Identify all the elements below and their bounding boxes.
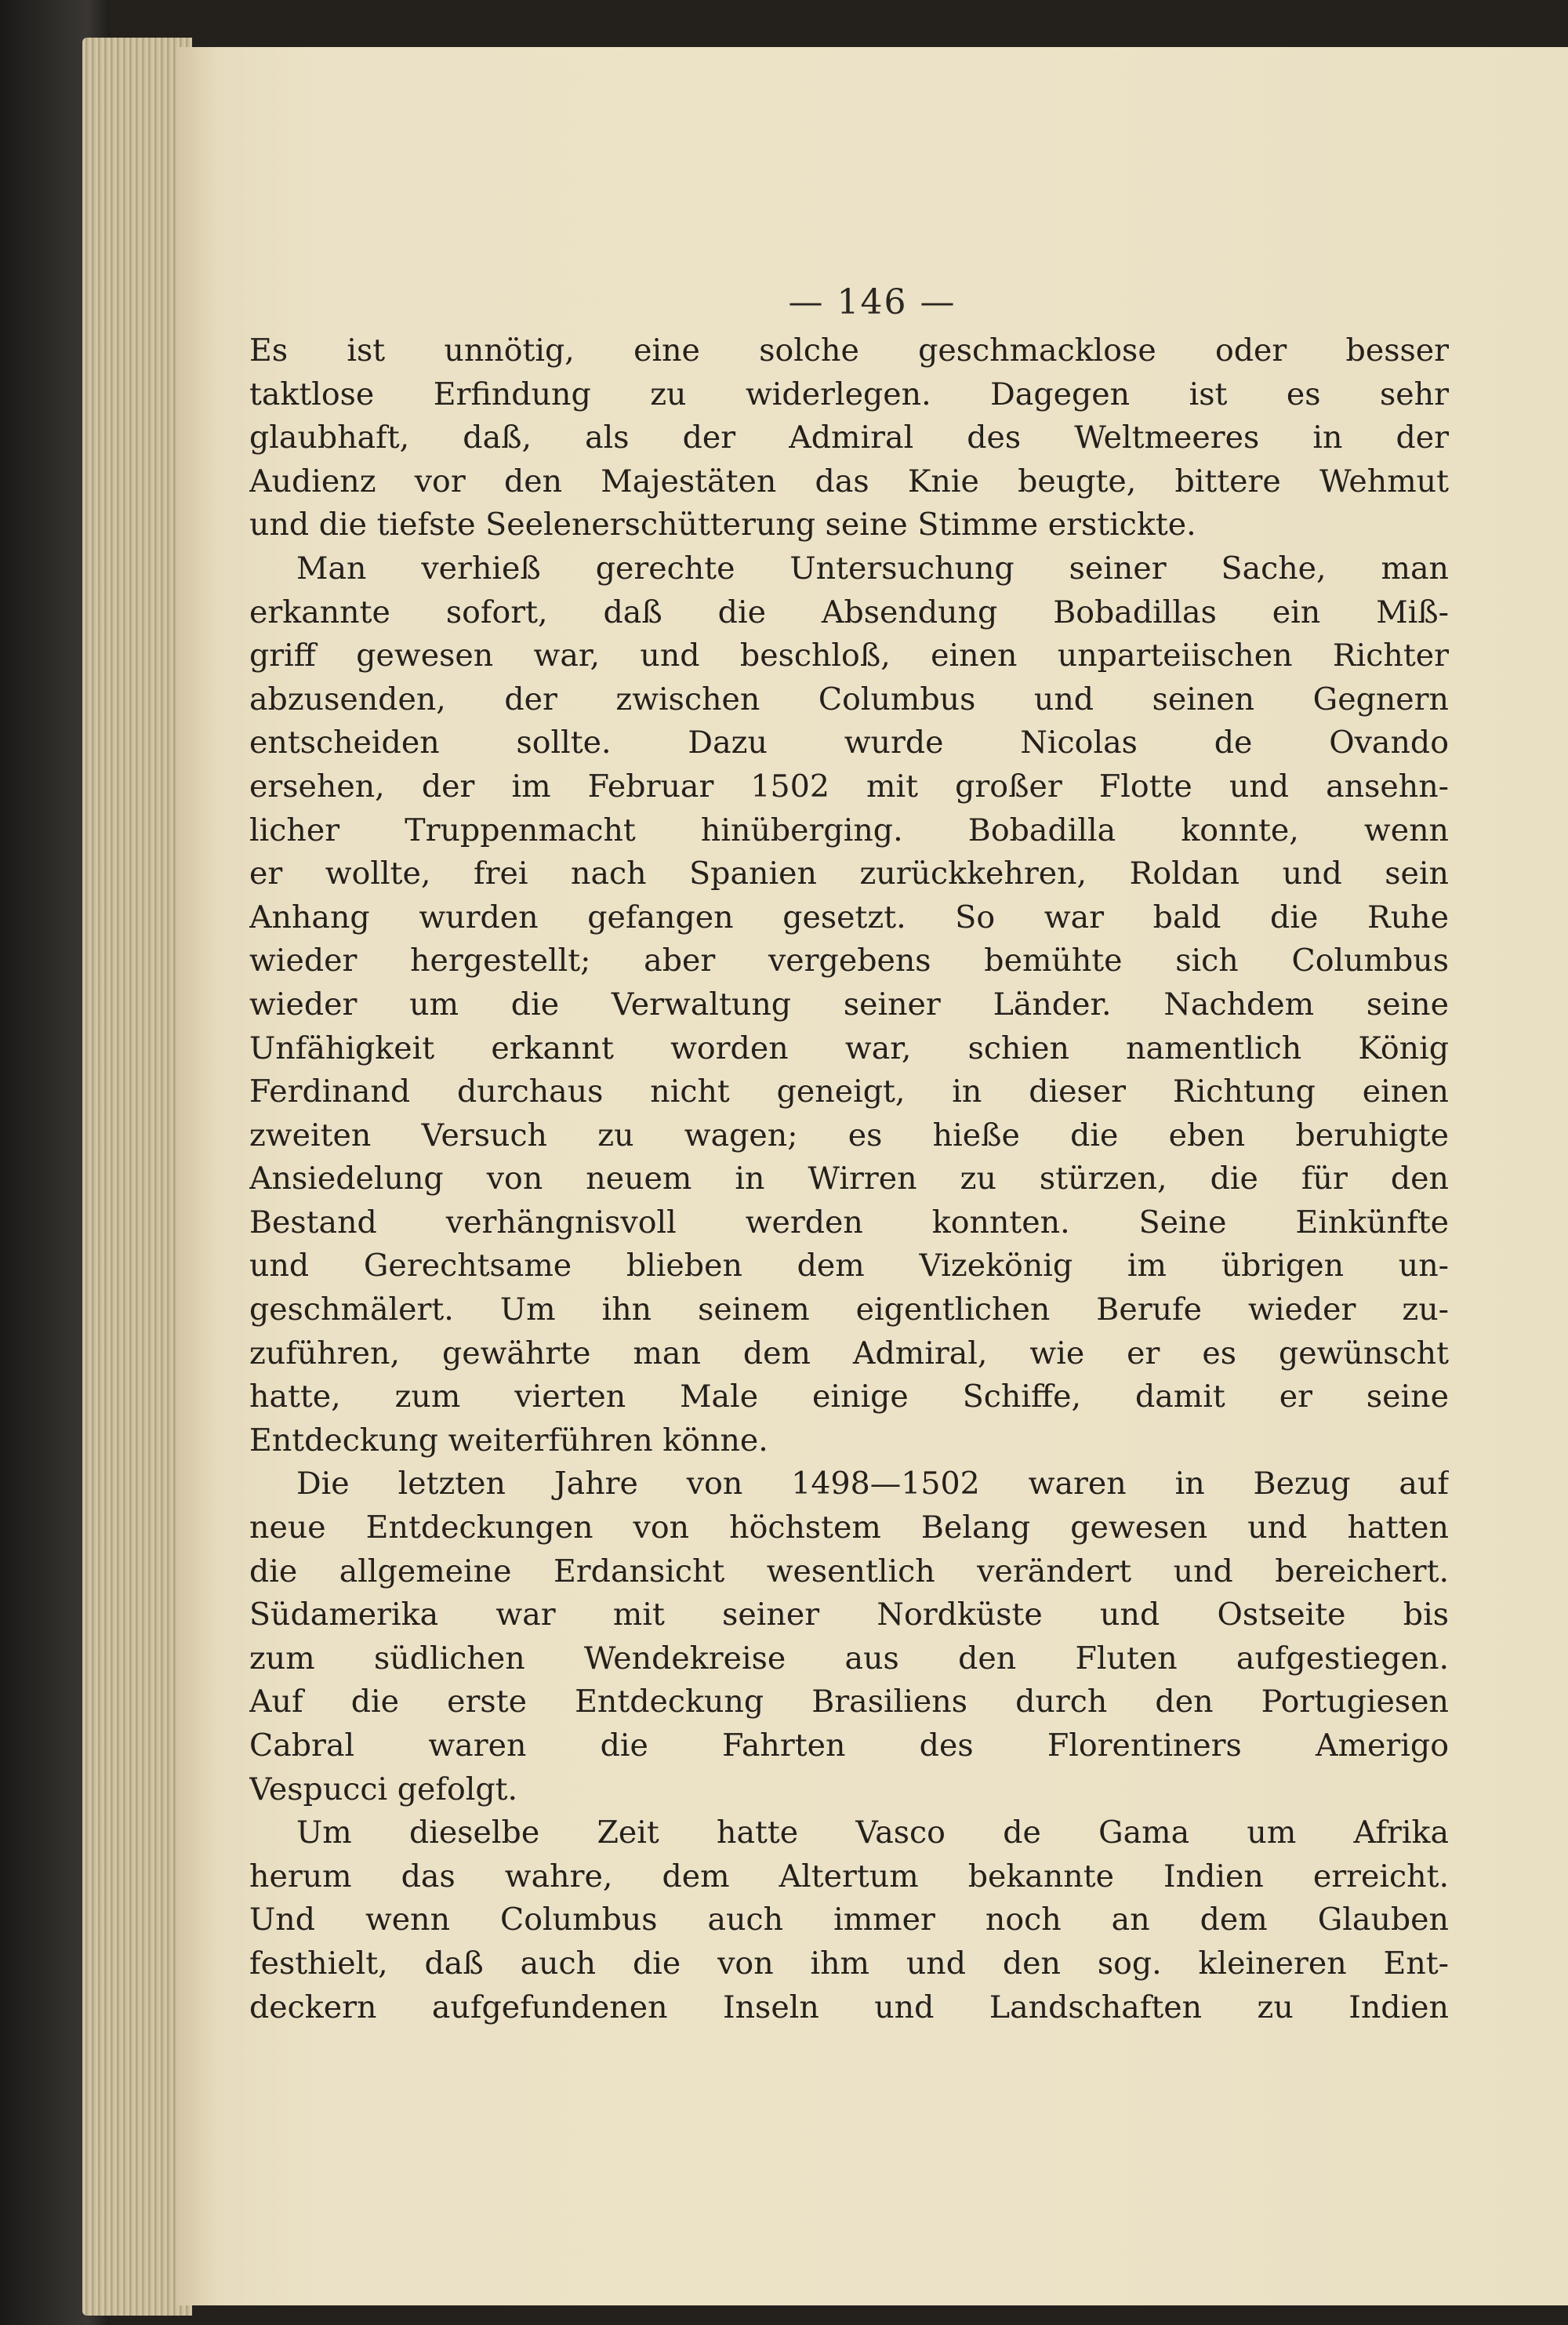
page-edges — [82, 38, 192, 2316]
text-line: neue Entdeckungen von höchstem Belang gewesen und hatten — [249, 1509, 1449, 1546]
text-line: und Gerechtsame blieben dem Vizekönig im übrigen un- — [249, 1248, 1449, 1284]
text-line: griff gewesen war, und beschloß, einen unparteiischen Richter — [249, 638, 1449, 674]
text-line: taktlose Erfindung zu widerlegen. Dagegen ist es sehr — [249, 376, 1449, 412]
text-line: geschmälert. Um ihn seinem eigentlichen Berufe wieder zu- — [249, 1291, 1449, 1328]
text-line: entscheiden sollte. Dazu wurde Nicolas de Ovando — [249, 725, 1449, 761]
text-line: zum südlichen Wendekreise aus den Fluten aufgestiegen. — [249, 1640, 1449, 1677]
text-line: und die tiefste Seelenerschütterung seine Stimme erstickte. — [249, 507, 1196, 543]
text-line: hatte, zum vierten Male einige Schiffe, damit er seine — [249, 1379, 1449, 1415]
text-line: Bestand verhängnisvoll werden konnten. Seine Einkünfte — [249, 1204, 1449, 1241]
text-line: herum das wahre, dem Altertum bekannte Indien erreicht. — [249, 1858, 1449, 1895]
text-line: festhielt, daß auch die von ihm und den sog. kleineren Ent- — [249, 1945, 1449, 1982]
text-line: Man verhieß gerechte Untersuchung seiner Sache, man — [296, 550, 1449, 587]
text-line: zuführen, gewährte man dem Admiral, wie er es gewünscht — [249, 1335, 1449, 1371]
page-number: — 146 — — [788, 282, 956, 322]
text-line: glaubhaft, daß, als der Admiral des Weltmeeres in der — [249, 420, 1449, 456]
text-line: deckern aufgefundenen Inseln und Landschaften zu Indien — [249, 1989, 1449, 2025]
text-line: wieder hergestellt; aber vergebens bemühte sich Columbus — [249, 943, 1449, 979]
text-line: erkannte sofort, daß die Absendung Bobadillas ein Miß- — [249, 594, 1449, 630]
text-line: Vespucci gefolgt. — [249, 1771, 518, 1807]
text-line: Anhang wurden gefangen gesetzt. So war bald die Ruhe — [249, 899, 1449, 935]
text-line: die allgemeine Erdansicht wesentlich verändert und bereichert. — [249, 1553, 1449, 1589]
text-line: Auf die erste Entdeckung Brasiliens durch den Portugiesen — [249, 1684, 1449, 1720]
text-line: Entdeckung weiterführen könne. — [249, 1422, 768, 1459]
text-line: licher Truppenmacht hinüberging. Bobadilla konnte, wenn — [249, 812, 1449, 848]
text-line: Es ist unnötig, eine solche geschmacklose oder besser — [249, 332, 1449, 369]
text-line: Ferdinand durchaus nicht geneigt, in dieser Richtung einen — [249, 1073, 1449, 1110]
text-line: zweiten Versuch zu wagen; es hieße die eben beruhigte — [249, 1117, 1449, 1153]
text-line: Südamerika war mit seiner Nordküste und Ostseite bis — [249, 1597, 1449, 1633]
body-text — [249, 329, 1449, 2029]
text-line: Und wenn Columbus auch immer noch an dem Glauben — [249, 1902, 1449, 1938]
text-line: ersehen, der im Februar 1502 mit großer Flotte und ansehn- — [249, 768, 1449, 805]
text-line: Ansiedelung von neuem in Wirren zu stürzen, die für den — [249, 1161, 1449, 1197]
text-line: er wollte, frei nach Spanien zurückkehren, Roldan und sein — [249, 856, 1449, 892]
text-line: Die letzten Jahre von 1498—1502 waren in Bezug auf — [296, 1466, 1449, 1502]
text-line: Unfähigkeit erkannt worden war, schien namentlich König — [249, 1030, 1449, 1066]
text-line: Audienz vor den Majestäten das Knie beugte, bittere Wehmut — [249, 463, 1449, 500]
text-line: Cabral waren die Fahrten des Florentiners Amerigo — [249, 1727, 1449, 1764]
text-line: Um dieselbe Zeit hatte Vasco de Gama um Afrika — [296, 1815, 1449, 1851]
text-line: abzusenden, der zwischen Columbus und seinen Gegnern — [249, 681, 1449, 717]
text-line: wieder um die Verwaltung seiner Länder. Nachdem seine — [249, 986, 1449, 1023]
